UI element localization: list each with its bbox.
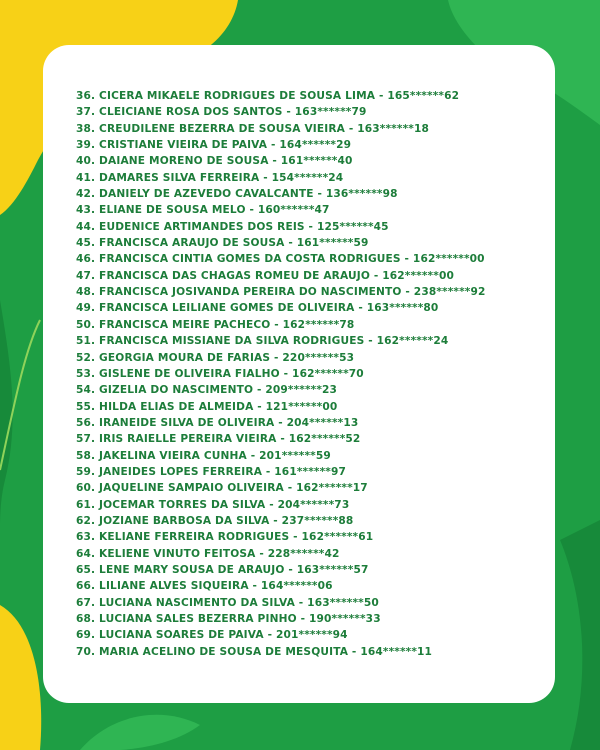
list-item: 67. LUCIANA NASCIMENTO DA SILVA - 163******50 — [76, 596, 379, 609]
list-item: 49. FRANCISCA LEILIANE GOMES DE OLIVEIRA - 163******80 — [76, 302, 439, 315]
list-item: 40. DAIANE MORENO DE SOUSA - 161******40 — [76, 155, 353, 168]
list-item: 37. CLEICIANE ROSA DOS SANTOS - 163******79 — [76, 106, 367, 119]
list-item: 61. JOCEMAR TORRES DA SILVA - 204******73 — [76, 498, 350, 511]
list-item: 64. KELIENE VINUTO FEITOSA - 228******42 — [76, 547, 340, 560]
list-item: 50. FRANCISCA MEIRE PACHECO - 162******78 — [76, 318, 355, 331]
name-list — [76, 88, 486, 660]
list-item: 62. JOZIANE BARBOSA DA SILVA - 237******88 — [76, 514, 354, 527]
list-item: 41. DAMARES SILVA FERREIRA - 154******24 — [76, 171, 344, 184]
list-item: 52. GEORGIA MOURA DE FARIAS - 220******53 — [76, 351, 355, 364]
list-item: 46. FRANCISCA CINTIA GOMES DA COSTA RODRIGUES - 162******00 — [76, 253, 485, 266]
list-item: 44. EUDENICE ARTIMANDES DOS REIS - 125******45 — [76, 220, 389, 233]
list-item: 54. GIZELIA DO NASCIMENTO - 209******23 — [76, 384, 338, 397]
list-item: 42. DANIELY DE AZEVEDO CAVALCANTE - 136******98 — [76, 188, 398, 201]
list-item: 56. IRANEIDE SILVA DE OLIVEIRA - 204******13 — [76, 416, 359, 429]
list-item: 47. FRANCISCA DAS CHAGAS ROMEU DE ARAUJO - 162******00 — [76, 269, 454, 282]
list-item: 68. LUCIANA SALES BEZERRA PINHO - 190******33 — [76, 613, 381, 625]
list-item: 59. JANEIDES LOPES FERREIRA - 161******97 — [76, 465, 347, 478]
list-item: 65. LENE MARY SOUSA DE ARAUJO - 163******57 — [76, 563, 369, 576]
list-item: 48. FRANCISCA JOSIVANDA PEREIRA DO NASCIMENTO - 238******92 — [76, 286, 486, 299]
list-item: 57. IRIS RAIELLE PEREIRA VIEIRA - 162******52 — [76, 433, 361, 446]
list-item: 66. LILIANE ALVES SIQUEIRA - 164******06 — [76, 580, 333, 593]
list-item: 60. JAQUELINE SAMPAIO OLIVEIRA - 162******17 — [76, 482, 368, 495]
list-item: 38. CREUDILENE BEZERRA DE SOUSA VIEIRA - 163******18 — [76, 122, 429, 135]
list-item: 70. MARIA ACELINO DE SOUSA DE MESQUITA - 164******11 — [76, 645, 433, 658]
list-item: 69. LUCIANA SOARES DE PAIVA - 201******94 — [76, 629, 348, 642]
list-item: 43. ELIANE DE SOUSA MELO - 160******47 — [76, 204, 330, 217]
list-item: 53. GISLENE DE OLIVEIRA FIALHO - 162******70 — [76, 367, 364, 380]
list-item: 55. HILDA ELIAS DE ALMEIDA - 121******00 — [76, 400, 338, 413]
list-item: 39. CRISTIANE VIEIRA DE PAIVA - 164******29 — [76, 139, 352, 152]
list-item: 51. FRANCISCA MISSIANE DA SILVA RODRIGUES - 162******24 — [76, 335, 449, 348]
list-item: 58. JAKELINA VIEIRA CUNHA - 201******59 — [76, 449, 331, 462]
list-item: 45. FRANCISCA ARAUJO DE SOUSA - 161******59 — [76, 237, 369, 250]
list-item: 36. CICERA MIKAELE RODRIGUES DE SOUSA LIMA - 165******62 — [76, 90, 460, 102]
list-item: 63. KELIANE FERREIRA RODRIGUES - 162******61 — [76, 531, 374, 544]
